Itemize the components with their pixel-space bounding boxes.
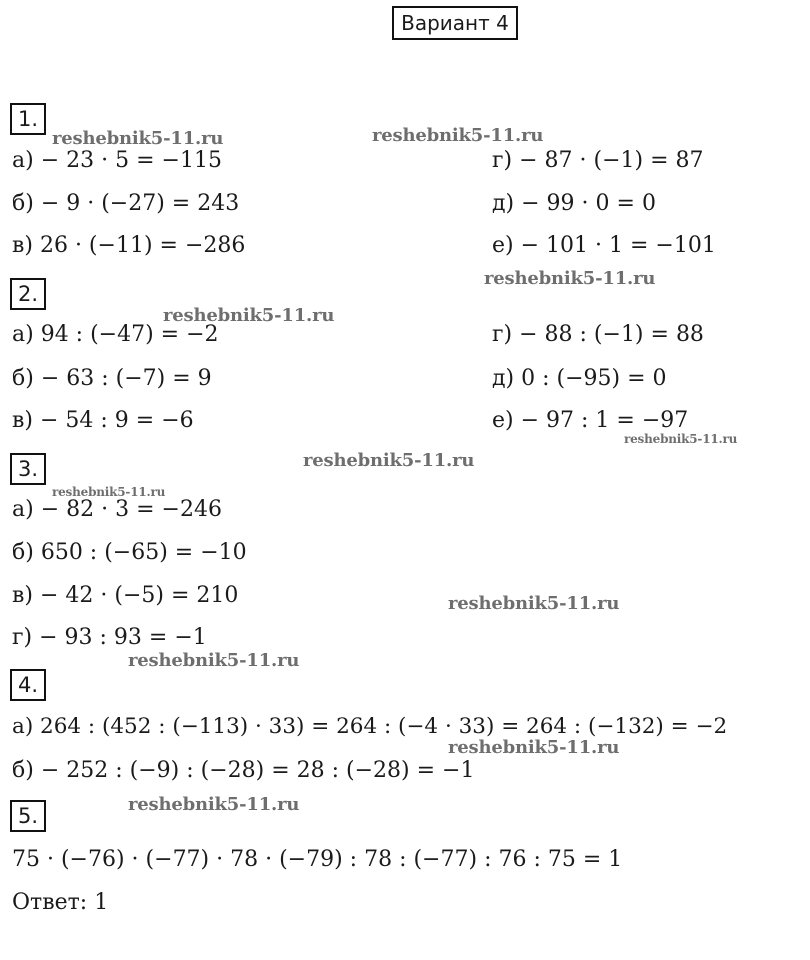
task-number-5: 5. — [10, 800, 46, 832]
task-2-item-a: а) 94 : (−47) = −2 — [12, 322, 219, 347]
task-2-item-d: д) 0 : (−95) = 0 — [492, 366, 667, 391]
task-3-item-g: г) − 93 : 93 = −1 — [12, 625, 207, 650]
task-number-1: 1. — [10, 103, 46, 135]
task-1-item-e: е) − 101 · 1 = −101 — [492, 233, 716, 258]
task-4-item-a: а) 264 : (452 : (−113) · 33) = 264 : (−4 · 33) = 264 : (−132) = −2 — [12, 714, 728, 739]
task-1-item-v: в) 26 · (−11) = −286 — [12, 233, 246, 258]
task-1-item-a: а) − 23 · 5 = −115 — [12, 148, 222, 173]
task-1-item-g: г) − 87 · (−1) = 87 — [492, 148, 704, 173]
task-number-3: 3. — [10, 453, 46, 485]
task-2-item-v: в) − 54 : 9 = −6 — [12, 408, 194, 433]
watermark: reshebnik5-11.ru — [163, 305, 335, 326]
watermark: reshebnik5-11.ru — [448, 737, 620, 758]
watermark: reshebnik5-11.ru — [484, 268, 656, 289]
watermark: reshebnik5-11.ru — [128, 650, 300, 671]
watermark: reshebnik5-11.ru — [372, 125, 544, 146]
task-2-item-e: е) − 97 : 1 = −97 — [492, 408, 689, 433]
watermark: reshebnik5-11.ru — [448, 593, 620, 614]
task-3-item-v: в) − 42 · (−5) = 210 — [12, 583, 239, 608]
watermark: reshebnik5-11.ru — [52, 128, 224, 149]
task-3-item-a: а) − 82 · 3 = −246 — [12, 497, 222, 522]
task-number-2: 2. — [10, 278, 46, 310]
task-5-answer: Ответ: 1 — [12, 890, 109, 915]
task-4-item-b: б) − 252 : (−9) : (−28) = 28 : (−28) = −1 — [12, 758, 475, 783]
task-2-item-b: б) − 63 : (−7) = 9 — [12, 366, 212, 391]
variant-title: Вариант 4 — [392, 6, 518, 40]
task-3-item-b: б) 650 : (−65) = −10 — [12, 540, 247, 565]
task-number-4: 4. — [10, 669, 46, 701]
task-1-item-b: б) − 9 · (−27) = 243 — [12, 191, 240, 216]
task-2-item-g: г) − 88 : (−1) = 88 — [492, 322, 704, 347]
watermark: reshebnik5-11.ru — [128, 794, 300, 815]
task-5-expression: 75 · (−76) · (−77) · 78 · (−79) : 78 : (−77) : 76 : 75 = 1 — [12, 847, 623, 872]
watermark: reshebnik5-11.ru — [52, 485, 166, 499]
task-1-item-d: д) − 99 · 0 = 0 — [492, 191, 656, 216]
watermark: reshebnik5-11.ru — [624, 432, 738, 446]
watermark: reshebnik5-11.ru — [303, 450, 475, 471]
